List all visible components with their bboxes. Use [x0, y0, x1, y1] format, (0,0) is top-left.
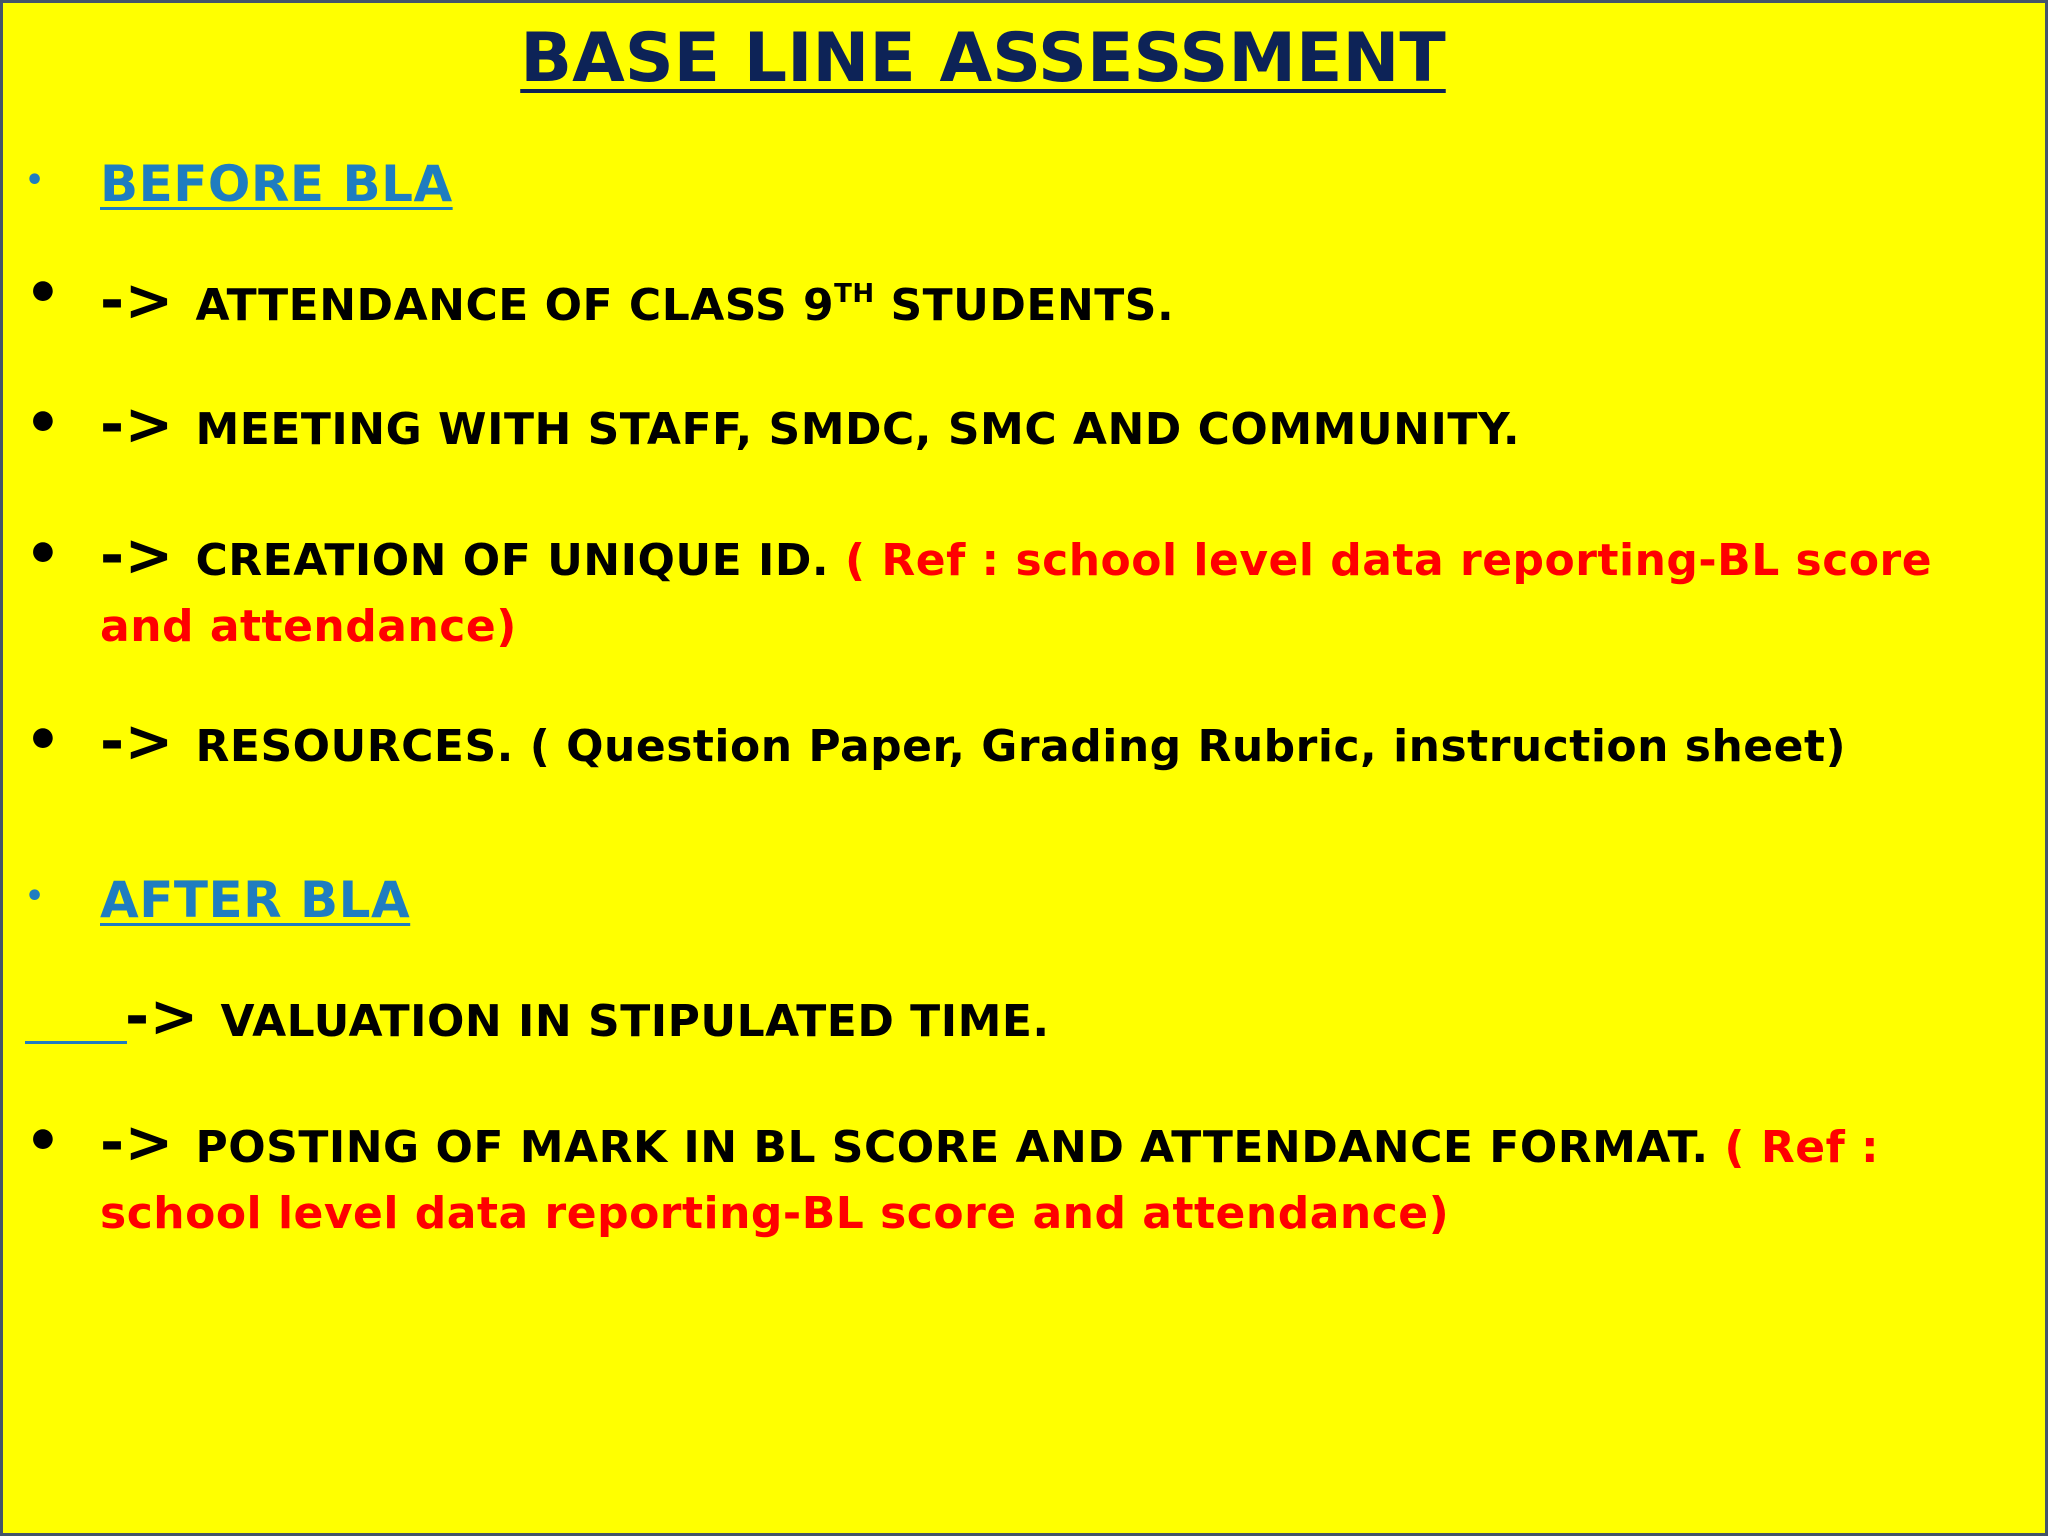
- list-item-text: [125, 983, 2025, 1055]
- item-text: VALUATION IN STIPULATED TIME.: [220, 996, 1050, 1047]
- arrow-icon: ->: [100, 521, 174, 589]
- item-text: MEETING WITH STAFF, SMDC, SMC AND COMMUNITY.: [195, 404, 1521, 455]
- bullet-icon: •: [25, 163, 45, 198]
- list-item-text: [100, 708, 2000, 780]
- bullet-icon: •: [25, 1109, 61, 1174]
- arrow-icon: ->: [100, 390, 174, 458]
- item-text: POSTING OF MARK IN BL SCORE AND ATTENDANCE FORMAT.: [195, 1122, 1725, 1173]
- arrow-icon: ->: [125, 982, 199, 1050]
- reference-note: ( Ref : school level data reporting-BL score and attendance): [100, 535, 1933, 652]
- arrow-icon: ->: [100, 707, 174, 775]
- list-item-text: [100, 1109, 2000, 1247]
- arrow-icon: ->: [100, 266, 174, 334]
- item-text: RESOURCES. ( Question Paper, Grading Rubric, instruction sheet): [195, 721, 1847, 772]
- superscript: TH: [834, 279, 875, 309]
- blank-underline: [25, 1041, 127, 1044]
- reference-note: ( Ref : school level data reporting-BL score and attendance): [100, 1122, 1880, 1239]
- item-text: ATTENDANCE OF CLASS 9: [195, 280, 835, 331]
- bullet-icon: •: [25, 708, 61, 773]
- list-item-text: [100, 391, 2000, 463]
- list-item-text: [100, 522, 2000, 660]
- after-heading: AFTER BLA: [100, 871, 411, 929]
- bullet-icon: •: [25, 879, 45, 914]
- after-heading-container: [100, 867, 2000, 936]
- bullet-icon: •: [25, 391, 61, 456]
- item-text-after: STUDENTS.: [874, 280, 1175, 331]
- before-heading: BEFORE BLA: [100, 155, 453, 213]
- slide-title: BASE LINE ASSESSMENT: [520, 19, 1446, 98]
- bullet-icon: •: [25, 522, 61, 587]
- list-item-text: [100, 261, 2000, 339]
- before-heading-container: [100, 151, 2000, 220]
- bullet-icon: •: [25, 261, 61, 326]
- arrow-icon: ->: [100, 1108, 174, 1176]
- item-text: CREATION OF UNIQUE ID.: [195, 535, 845, 586]
